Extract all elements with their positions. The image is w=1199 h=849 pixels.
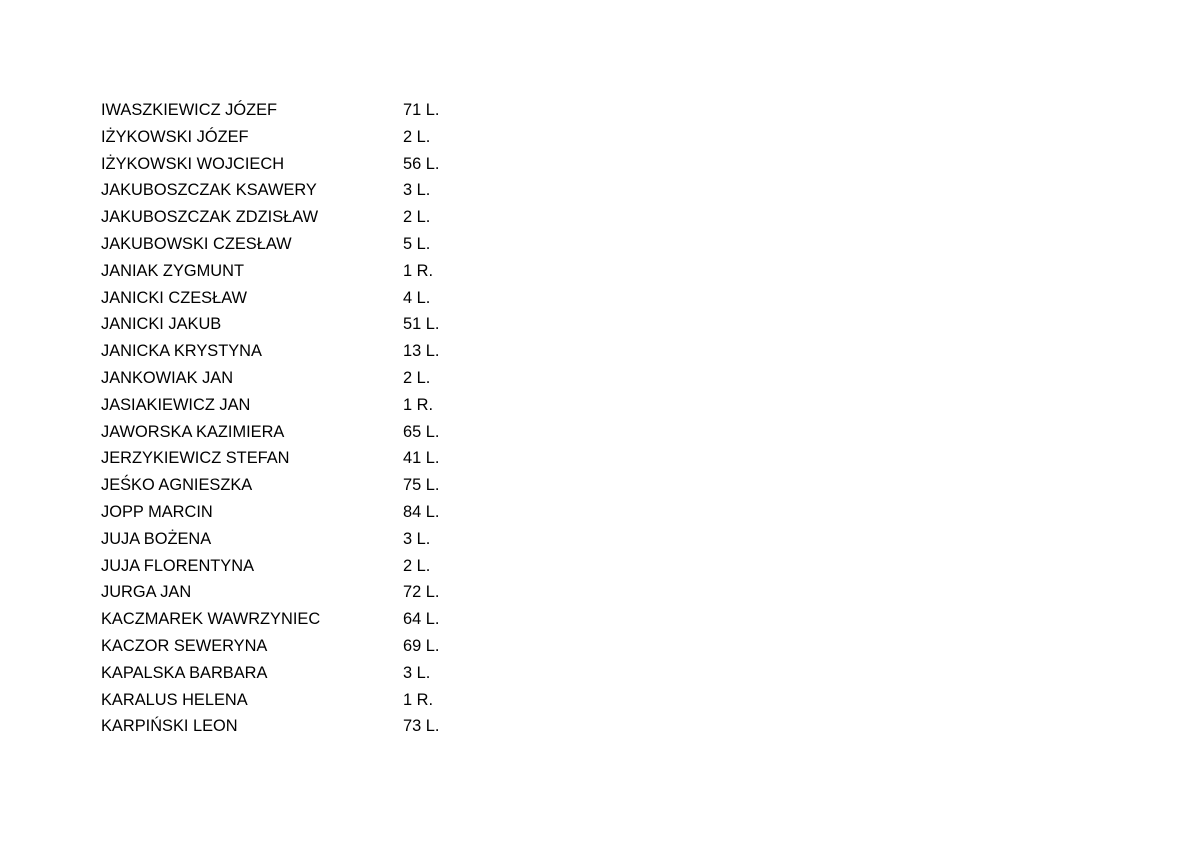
record-row (101, 204, 501, 231)
record-age: 64 L. (403, 610, 440, 629)
record-age: 41 L. (403, 449, 440, 468)
record-row (101, 687, 501, 714)
record-age: 2 L. (403, 208, 431, 227)
record-age: 13 L. (403, 342, 440, 361)
record-name: JEŚKO AGNIESZKA (101, 476, 253, 495)
record-name: KARPIŃSKI LEON (101, 717, 238, 736)
record-name: JAKUBOSZCZAK ZDZISŁAW (101, 208, 319, 227)
record-row (101, 285, 501, 312)
record-age: 71 L. (403, 101, 440, 119)
record-name: JUJA BOŻENA (101, 529, 212, 548)
record-row (101, 553, 501, 580)
record-name: IŻYKOWSKI WOJCIECH (101, 154, 285, 173)
record-row (101, 445, 501, 472)
record-name: JAWORSKA KAZIMIERA (101, 422, 285, 441)
record-age: 51 L. (403, 315, 440, 334)
record-row (101, 258, 501, 285)
record-age: 5 L. (403, 234, 431, 253)
record-name: KAPALSKA BARBARA (101, 663, 268, 682)
record-row (101, 713, 501, 740)
records-list (101, 97, 501, 740)
record-name: KARALUS HELENA (101, 690, 248, 709)
record-name: JUJA FLORENTYNA (101, 556, 255, 575)
record-name: JERZYKIEWICZ STEFAN (101, 449, 290, 468)
record-name: KACZMAREK WAWRZYNIEC (101, 610, 321, 629)
record-name: JANICKI JAKUB (101, 315, 222, 334)
record-age: 3 L. (403, 663, 431, 682)
record-age: 56 L. (403, 154, 440, 173)
record-name: IWASZKIEWICZ JÓZEF (101, 101, 278, 119)
record-name: JANIAK ZYGMUNT (101, 261, 244, 280)
record-row (101, 97, 501, 124)
record-row (101, 338, 501, 365)
record-name: JANICKI CZESŁAW (101, 288, 248, 307)
record-age: 65 L. (403, 422, 440, 441)
record-age: 1 R. (403, 395, 434, 414)
record-age: 69 L. (403, 636, 440, 655)
record-row (101, 526, 501, 553)
record-row (101, 311, 501, 338)
record-age: 2 L. (403, 127, 431, 146)
record-name: JAKUBOWSKI CZESŁAW (101, 234, 292, 253)
record-name: JOPP MARCIN (101, 502, 213, 521)
record-age: 3 L. (403, 181, 431, 200)
record-row (101, 365, 501, 392)
record-age: 3 L. (403, 529, 431, 548)
record-row (101, 151, 501, 178)
record-row (101, 231, 501, 258)
record-name: JANICKA KRYSTYNA (101, 342, 262, 361)
record-age: 4 L. (403, 288, 431, 307)
record-row (101, 633, 501, 660)
record-name: JASIAKIEWICZ JAN (101, 395, 251, 414)
record-name: JAKUBOSZCZAK KSAWERY (101, 181, 317, 200)
record-row (101, 660, 501, 687)
record-age: 2 L. (403, 368, 431, 387)
record-row (101, 499, 501, 526)
record-row (101, 606, 501, 633)
record-name: JURGA JAN (101, 583, 192, 602)
record-name: IŻYKOWSKI JÓZEF (101, 127, 249, 146)
record-age: 1 R. (403, 690, 434, 709)
record-row (101, 392, 501, 419)
record-name: JANKOWIAK JAN (101, 368, 234, 387)
record-name: KACZOR SEWERYNA (101, 636, 268, 655)
record-age: 2 L. (403, 556, 431, 575)
record-row (101, 579, 501, 606)
record-age: 72 L. (403, 583, 440, 602)
record-age: 75 L. (403, 476, 440, 495)
record-row (101, 419, 501, 446)
record-age: 84 L. (403, 502, 440, 521)
record-row (101, 177, 501, 204)
record-row (101, 472, 501, 499)
record-age: 73 L. (403, 717, 440, 736)
record-row (101, 124, 501, 151)
record-age: 1 R. (403, 261, 434, 280)
